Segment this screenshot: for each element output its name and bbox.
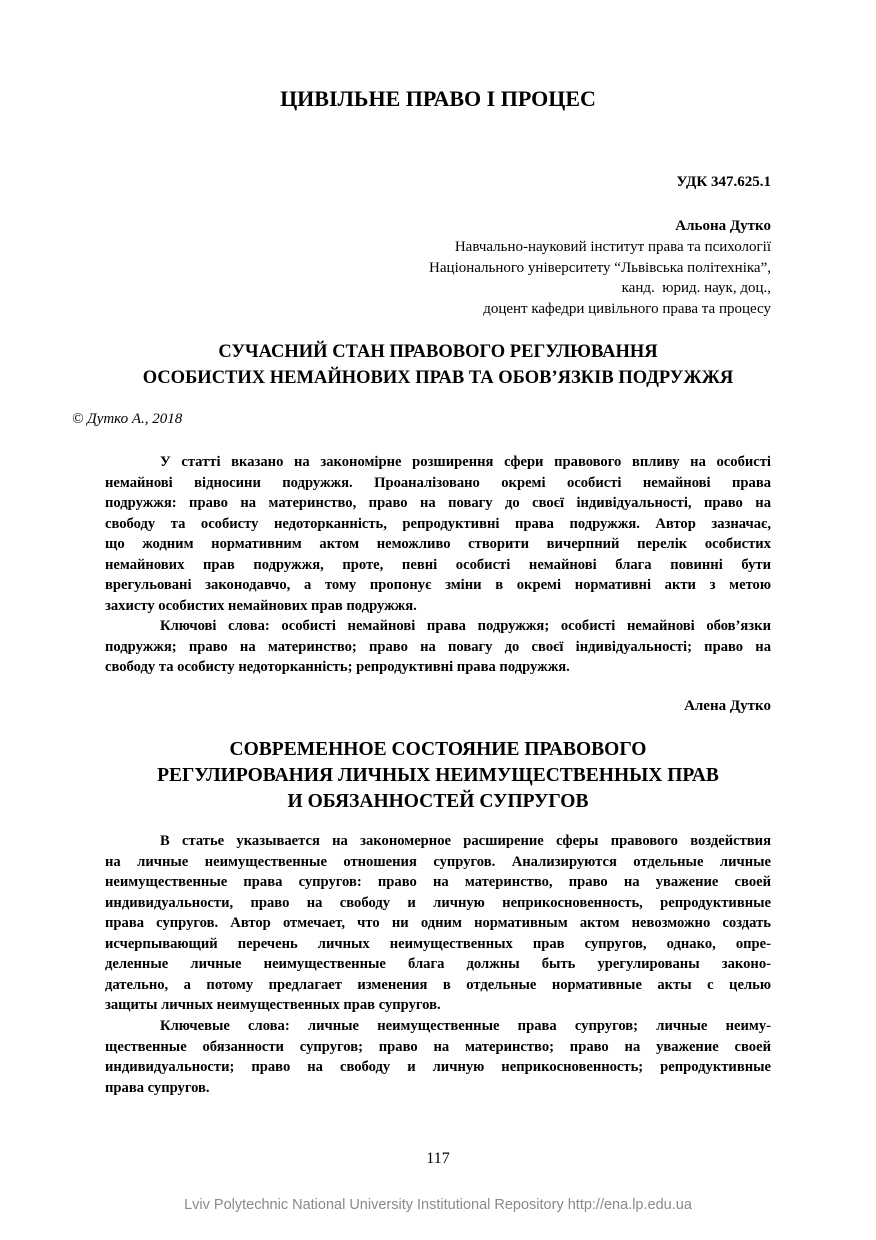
affiliation-line: Навчально-науковий інститут права та психології	[454, 238, 771, 255]
udc-code: УДК 347.625.1	[676, 174, 771, 190]
text-line: В статье указывается на закономерное расширение сферы правового воздействия	[160, 833, 771, 849]
author-block-uk	[429, 216, 771, 320]
title-line: СОВРЕМЕННОЕ СОСТОЯНИЕ ПРАВОВОГО	[229, 739, 647, 760]
text-line: на личные неимущественные отношения супругов. Анализируются отдельные личные	[105, 853, 771, 870]
affiliation-line: Національного університету “Львівська політехніка”,	[429, 259, 771, 276]
text-line: свободу та особисту недоторканність; репродуктивні права подружжя.	[105, 659, 570, 675]
text-line: индивидуальности, право на свободу и личную неприкосновенность, репродуктивные	[105, 894, 771, 911]
text-line: дательно, а потому предлагает изменения в отдельные нормативные акты с целью	[105, 976, 771, 993]
abstract-uk	[105, 452, 771, 616]
title-line: И ОБЯЗАННОСТЕЙ СУПРУГОВ	[287, 791, 589, 812]
text-line: права супругов. Автор отмечает, что ни одним нормативным актом невозможно создать	[105, 915, 771, 931]
affiliation-line: доцент кафедри цивільного права та процесу	[483, 301, 771, 318]
keywords-uk	[105, 616, 771, 678]
copyright: © Дутко А., 2018	[72, 411, 183, 427]
text-line: подружжя; право на материнство; право на повагу до своєї індивідуальності; право на	[105, 638, 771, 655]
page-number: 117	[426, 1150, 450, 1167]
title-line: РЕГУЛИРОВАНИЯ ЛИЧНЫХ НЕИМУЩЕСТВЕННЫХ ПРАВ	[157, 765, 719, 786]
text-line: права супругов.	[105, 1079, 210, 1096]
text-line: немайнові відносини подружжя. Проаналізовано окремі особисті немайнові права	[105, 474, 771, 491]
text-line: Ключевые слова: личные неимущественные права супругов; личные неиму-	[160, 1018, 771, 1034]
text-line: У статті вказано на закономірне розширення сфери правового впливу на особисті	[160, 454, 771, 470]
text-line: щественные обязанности супругов; право на материнство; право на уважение своей	[105, 1038, 771, 1055]
text-line: Ключові слова: особисті немайнові права подружжя; особисті немайнові обов’язки	[160, 618, 771, 634]
affiliation-line: канд. юрид. наук, доц.,	[621, 280, 771, 297]
keywords-ru	[105, 1016, 771, 1098]
repository-footer: Lviv Polytechnic National University Institutional Repository http://ena.lp.edu.ua	[184, 1197, 692, 1213]
text-line: защиты личных неимущественных прав супругов.	[105, 997, 441, 1013]
author-name-ru: Алена Дутко	[684, 698, 771, 714]
title-line: ОСОБИСТИХ НЕМАЙНОВИХ ПРАВ ТА ОБОВ’ЯЗКІВ ПОДРУЖЖЯ	[142, 368, 734, 388]
text-line: индивидуальности; право на свободу и личную неприкосновенность; репродуктивные	[105, 1059, 771, 1075]
title-line: СУЧАСНИЙ СТАН ПРАВОВОГО РЕГУЛЮВАННЯ	[218, 342, 658, 362]
abstract-ru	[105, 831, 771, 1016]
text-line: исчерпывающий перечень личных неимущественных прав супругов, однако, опре-	[105, 935, 771, 952]
section-title: ЦИВІЛЬНЕ ПРАВО І ПРОЦЕС	[280, 86, 596, 111]
text-line: свободу та особисту недоторканність, репродуктивні права подружжя. Автор зазначає,	[105, 515, 771, 532]
author-name-uk: Альона Дутко	[675, 218, 771, 234]
text-line: неимущественные права супругов: право на материнство, право на уважение своей	[105, 874, 771, 890]
text-line: що жодним нормативним актом неможливо створити вичерпний перелік особистих	[105, 536, 771, 552]
article-title-ru	[0, 737, 876, 815]
text-line: деленные личные неимущественные блага должны быть урегулированы законо-	[105, 956, 771, 972]
text-line: подружжя: право на материнство, право на повагу до своєї індивідуальності, право на	[105, 495, 771, 511]
text-line: врегульовані законодавчо, а тому пропонує зміни в окремі нормативні акти з метою	[105, 577, 771, 593]
text-line: захисту особистих немайнових прав подружжя.	[105, 597, 417, 614]
article-title-uk	[0, 339, 876, 391]
text-line: немайнових прав подружжя, проте, певні особисті немайнові блага повинні бути	[105, 556, 771, 573]
